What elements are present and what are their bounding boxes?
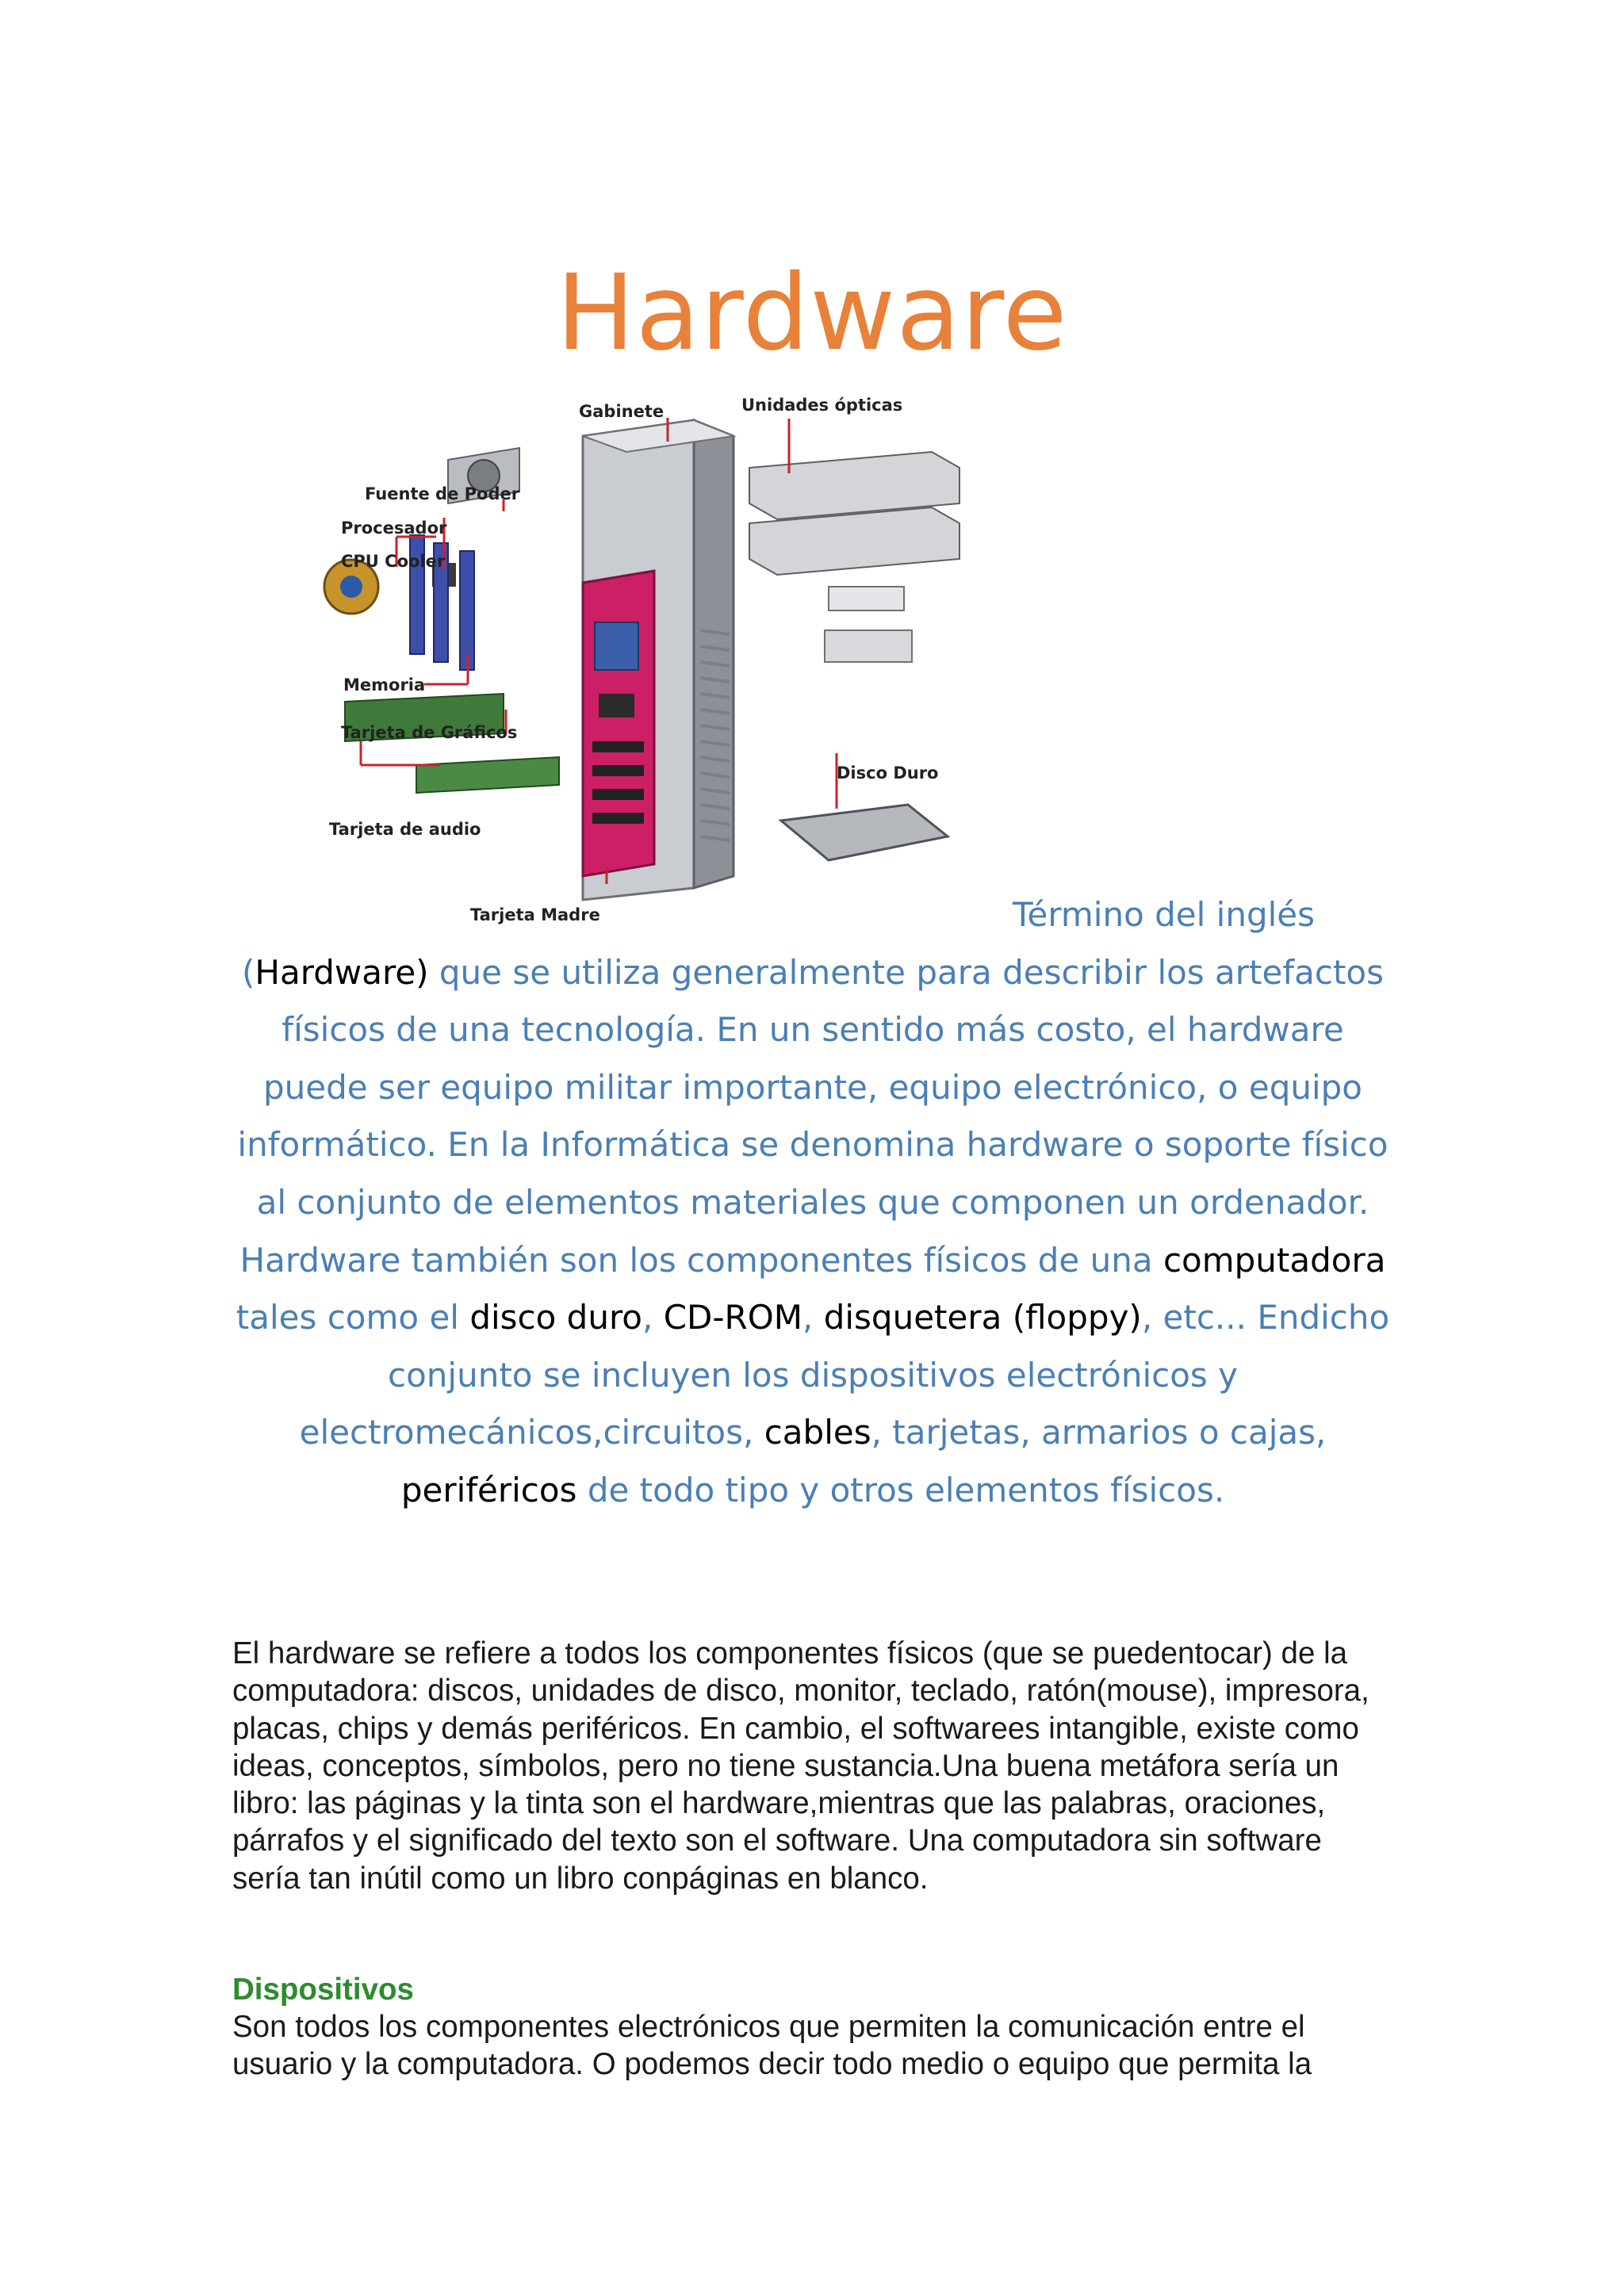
label-memoria: Memoria xyxy=(343,675,426,695)
keyword-cd-rom: CD-ROM xyxy=(663,1298,803,1337)
optical-drives xyxy=(749,452,959,662)
keyword-disco-duro: disco duro xyxy=(469,1298,642,1337)
hard-disk xyxy=(781,805,948,860)
intro-text: , etc... Endicho conjunto se incluyen los dispositivos electrónicos y electromecánicos,circuitos, xyxy=(299,1298,1390,1452)
intro-paragraph xyxy=(230,886,1396,1520)
keyword-computadora: computadora xyxy=(1162,1240,1386,1280)
intro-text: que se utiliza generalmente para describir los artefactos físicos de una tecnología. En un sentido más costo, el hardware puede ser equipo militar importante, equipo electrónico, o equipo informático. En la Informática se denomina hardware o soporte físico al conjunto de elementos materiales que componen un ordenador. Hardware también son los componentes físicos de una xyxy=(237,952,1388,1280)
body-paragraph: El hardware se refiere a todos los componentes físicos (que se puedentocar) de la computadora: discos, unidades de disco, monitor, teclado, ratón(mouse), impresora, placas, chips y demás periféricos. En cambio, el softwarees intangible, existe como ideas, conceptos, símbolos, pero no tiene sustancia.Una buena metáfora sería un libro: las páginas y la tinta son el hardware,mientras que las palabras, oraciones, párrafos y el significado del texto son el software. Una computadora sin software sería tan inútil como un libro conpáginas en blanco. xyxy=(232,1636,1369,1896)
keyword-hardware: Hardware) xyxy=(255,952,429,992)
label-gabinete: Gabinete xyxy=(579,402,665,421)
intro-text: tales como el xyxy=(236,1298,470,1337)
intro-text: de todo tipo y otros elementos físicos. xyxy=(576,1470,1225,1510)
label-unidades-opticas: Unidades ópticas xyxy=(741,396,903,415)
intro-text: ( xyxy=(241,952,255,992)
label-tarjeta-madre: Tarjeta Madre xyxy=(470,905,600,924)
label-cpu-cooler: CPU Cooler xyxy=(341,552,446,571)
hardware-components-diagram xyxy=(321,392,979,932)
keyword-cables: cables xyxy=(764,1413,871,1452)
label-fuente-de-poder: Fuente de Poder xyxy=(365,484,520,503)
intro-text: , xyxy=(642,1298,664,1337)
keyword-perifericos: periféricos xyxy=(400,1470,577,1510)
intro-first-line: Término del inglés xyxy=(1013,895,1315,934)
label-tarjeta-de-audio: Tarjeta de audio xyxy=(329,820,481,839)
intro-text: , tarjetas, armarios o cajas, xyxy=(871,1413,1327,1452)
computer-exploded-view-image xyxy=(321,392,979,932)
label-disco-duro: Disco Duro xyxy=(837,763,939,783)
intro-text: , xyxy=(802,1298,824,1337)
motherboard xyxy=(583,571,654,876)
audio-card xyxy=(416,757,559,793)
keyword-disquetera: disquetera (floppy) xyxy=(823,1298,1142,1337)
label-tarjeta-de-graficos: Tarjeta de Gráficos xyxy=(341,723,518,742)
section-heading-dispositivos: Dispositivos xyxy=(232,1973,414,2007)
label-procesador: Procesador xyxy=(341,519,447,538)
page-title: Hardware xyxy=(556,252,1068,374)
section-paragraph-dispositivos: Son todos los componentes electrónicos que permiten la comunicación entre el usuario y la computadora. O podemos decir todo medio o equipo que permita la xyxy=(232,2010,1312,2082)
